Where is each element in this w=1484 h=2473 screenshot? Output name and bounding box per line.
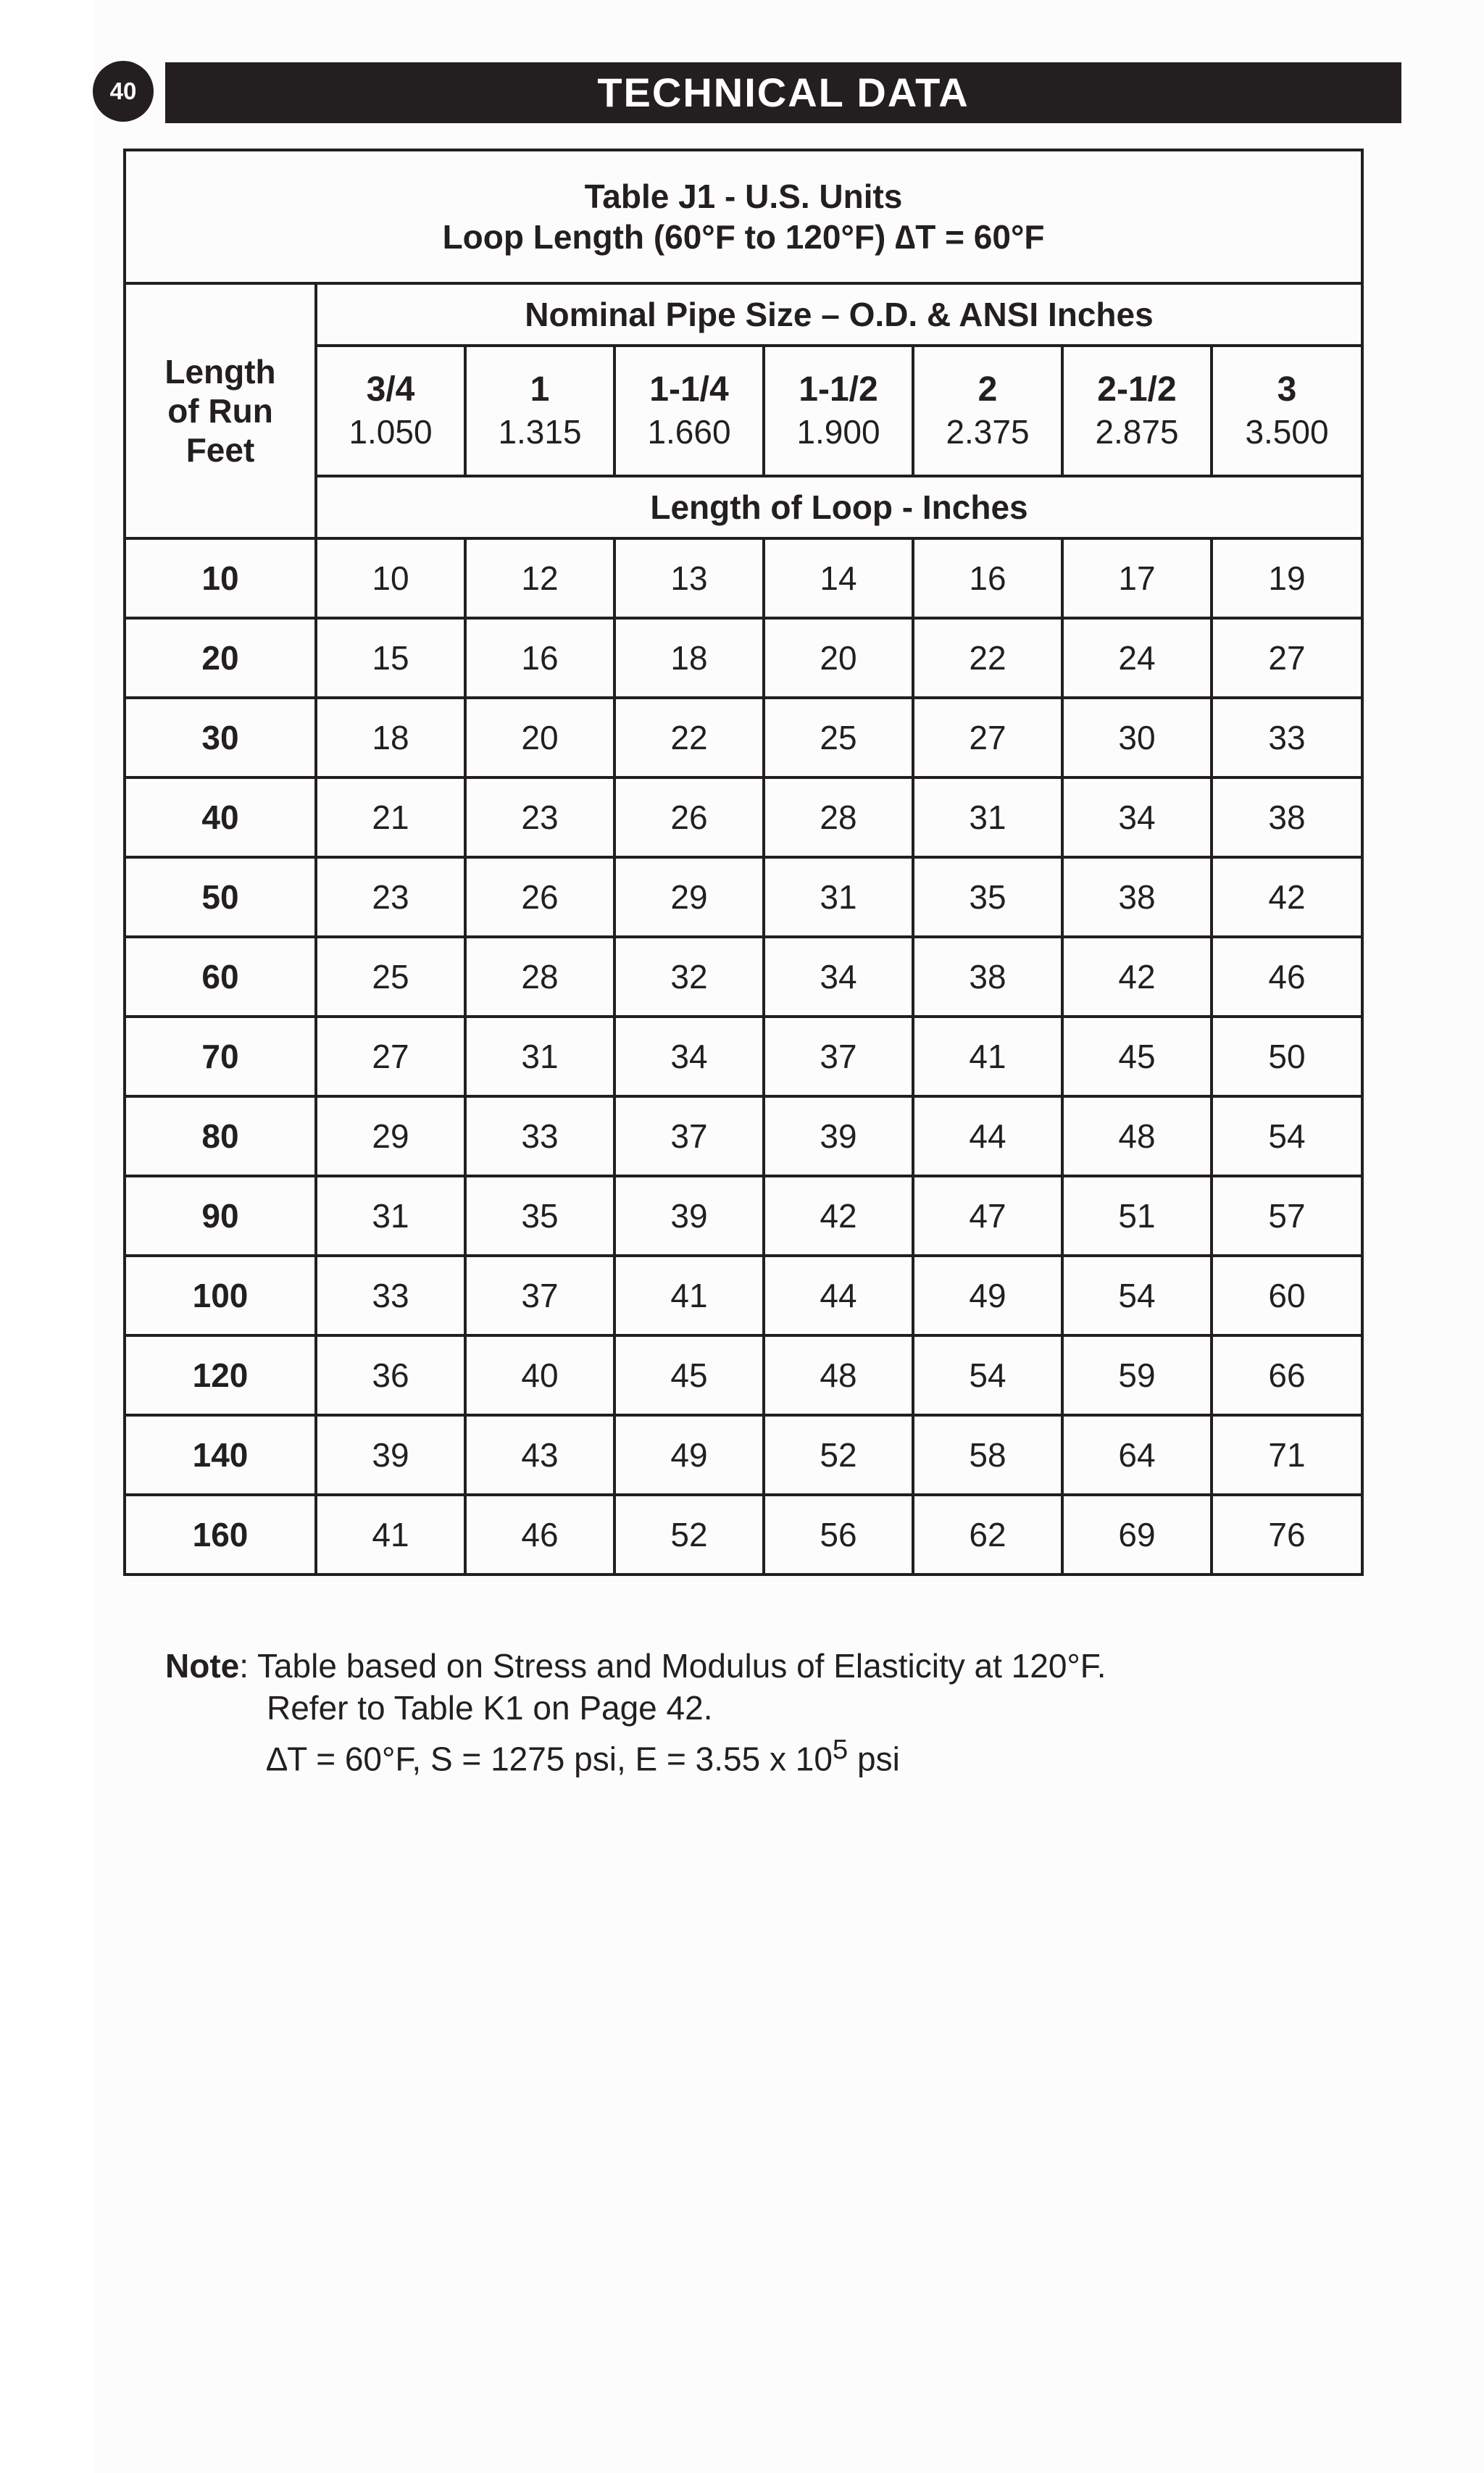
loop-length-cell: 49 xyxy=(614,1415,764,1495)
pipe-size-column-header xyxy=(1212,346,1362,476)
loop-length-cell: 41 xyxy=(316,1495,465,1575)
nominal-size: 1 xyxy=(530,370,550,409)
row-header-line: of Run xyxy=(167,392,273,430)
table-row xyxy=(125,1017,1362,1096)
loop-length-cell: 54 xyxy=(913,1335,1062,1415)
loop-length-cell: 13 xyxy=(614,538,764,618)
run-length-cell: 100 xyxy=(125,1256,316,1335)
loop-length-cell: 48 xyxy=(1062,1096,1212,1176)
nominal-pipe-size-header: Nominal Pipe Size – O.D. & ANSI Inches xyxy=(316,283,1362,346)
table-row xyxy=(125,857,1362,937)
outside-diameter: 1.900 xyxy=(796,413,880,451)
loop-length-cell: 33 xyxy=(316,1256,465,1335)
pipe-size-column-header xyxy=(1062,346,1212,476)
pipe-size-column-header xyxy=(913,346,1062,476)
note-label: Note xyxy=(165,1647,240,1685)
loop-length-cell: 24 xyxy=(1062,618,1212,698)
loop-length-cell: 28 xyxy=(764,777,913,857)
loop-length-cell: 17 xyxy=(1062,538,1212,618)
loop-length-cell: 40 xyxy=(465,1335,614,1415)
loop-length-cell: 58 xyxy=(913,1415,1062,1495)
loop-length-cell: 25 xyxy=(316,937,465,1017)
outside-diameter: 1.660 xyxy=(647,413,731,451)
loop-length-cell: 26 xyxy=(465,857,614,937)
loop-length-cell: 29 xyxy=(614,857,764,937)
section-header: TECHNICAL DATA xyxy=(165,62,1401,123)
loop-length-cell: 22 xyxy=(913,618,1062,698)
loop-length-cell: 31 xyxy=(764,857,913,937)
loop-length-cell: 23 xyxy=(465,777,614,857)
loop-length-cell: 41 xyxy=(614,1256,764,1335)
loop-length-cell: 50 xyxy=(1212,1017,1362,1096)
table-note xyxy=(165,1645,1106,1780)
loop-length-cell: 14 xyxy=(764,538,913,618)
loop-length-cell: 54 xyxy=(1212,1096,1362,1176)
run-length-cell: 120 xyxy=(125,1335,316,1415)
run-length-cell: 80 xyxy=(125,1096,316,1176)
run-length-cell: 70 xyxy=(125,1017,316,1096)
loop-length-cell: 52 xyxy=(764,1415,913,1495)
run-length-cell: 60 xyxy=(125,937,316,1017)
table-row xyxy=(125,1335,1362,1415)
loop-length-cell: 38 xyxy=(1062,857,1212,937)
loop-length-cell: 42 xyxy=(764,1176,913,1256)
note-line3-text: ∆T = 60°F, S = 1275 psi, E = 3.55 x 10 xyxy=(267,1740,833,1778)
nominal-size: 3/4 xyxy=(366,370,415,409)
loop-length-cell: 18 xyxy=(316,698,465,777)
loop-length-cell: 23 xyxy=(316,857,465,937)
table-row xyxy=(125,1415,1362,1495)
loop-length-cell: 30 xyxy=(1062,698,1212,777)
loop-length-cell: 15 xyxy=(316,618,465,698)
loop-length-cell: 27 xyxy=(1212,618,1362,698)
loop-length-cell: 18 xyxy=(614,618,764,698)
loop-length-cell: 37 xyxy=(614,1096,764,1176)
loop-length-cell: 46 xyxy=(1212,937,1362,1017)
table-title-line2: Loop Length (60°F to 120°F) ∆T = 60°F xyxy=(442,218,1045,256)
table-row xyxy=(125,1256,1362,1335)
loop-length-cell: 31 xyxy=(465,1017,614,1096)
run-length-cell: 10 xyxy=(125,538,316,618)
loop-length-cell: 27 xyxy=(913,698,1062,777)
outside-diameter: 2.875 xyxy=(1095,413,1179,451)
loop-length-cell: 20 xyxy=(465,698,614,777)
loop-length-cell: 39 xyxy=(764,1096,913,1176)
loop-length-cell: 41 xyxy=(913,1017,1062,1096)
outside-diameter: 3.500 xyxy=(1245,413,1329,451)
run-length-cell: 40 xyxy=(125,777,316,857)
pipe-size-column-header xyxy=(764,346,913,476)
loop-length-table xyxy=(123,149,1364,1576)
run-length-cell: 20 xyxy=(125,618,316,698)
loop-length-cell: 22 xyxy=(614,698,764,777)
note-line3 xyxy=(165,1729,1106,1780)
loop-length-cell: 27 xyxy=(316,1017,465,1096)
loop-length-cell: 37 xyxy=(465,1256,614,1335)
note-exponent: 5 xyxy=(832,1734,849,1765)
loop-length-cell: 28 xyxy=(465,937,614,1017)
loop-length-header: Length of Loop - Inches xyxy=(316,476,1362,538)
table-row xyxy=(125,618,1362,698)
pipe-size-column-header xyxy=(316,346,465,476)
table-row xyxy=(125,698,1362,777)
loop-length-cell: 64 xyxy=(1062,1415,1212,1495)
loop-length-cell: 38 xyxy=(1212,777,1362,857)
loop-length-cell: 12 xyxy=(465,538,614,618)
loop-length-cell: 66 xyxy=(1212,1335,1362,1415)
nominal-size: 2-1/2 xyxy=(1097,370,1177,409)
outside-diameter: 2.375 xyxy=(946,413,1030,451)
loop-length-cell: 44 xyxy=(913,1096,1062,1176)
loop-length-cell: 52 xyxy=(614,1495,764,1575)
pipe-size-column-header xyxy=(614,346,764,476)
outside-diameter: 1.050 xyxy=(349,413,433,451)
loop-length-cell: 46 xyxy=(465,1495,614,1575)
loop-length-cell: 34 xyxy=(1062,777,1212,857)
run-length-cell: 160 xyxy=(125,1495,316,1575)
loop-length-cell: 48 xyxy=(764,1335,913,1415)
loop-length-cell: 43 xyxy=(465,1415,614,1495)
loop-length-cell: 45 xyxy=(1062,1017,1212,1096)
loop-length-cell: 34 xyxy=(614,1017,764,1096)
loop-length-cell: 16 xyxy=(465,618,614,698)
loop-length-cell: 35 xyxy=(913,857,1062,937)
loop-length-cell: 57 xyxy=(1212,1176,1362,1256)
loop-length-cell: 32 xyxy=(614,937,764,1017)
loop-length-cell: 45 xyxy=(614,1335,764,1415)
loop-length-cell: 51 xyxy=(1062,1176,1212,1256)
table-row xyxy=(125,1495,1362,1575)
note-line3-unit: psi xyxy=(848,1740,900,1778)
loop-length-cell: 10 xyxy=(316,538,465,618)
page-number-badge: 40 xyxy=(93,61,154,122)
loop-length-cell: 29 xyxy=(316,1096,465,1176)
loop-length-cell: 19 xyxy=(1212,538,1362,618)
loop-length-cell: 38 xyxy=(913,937,1062,1017)
outside-diameter: 1.315 xyxy=(498,413,582,451)
table-row xyxy=(125,538,1362,618)
nominal-size: 1-1/4 xyxy=(649,370,729,409)
loop-length-cell: 36 xyxy=(316,1335,465,1415)
loop-length-cell: 31 xyxy=(316,1176,465,1256)
run-length-cell: 30 xyxy=(125,698,316,777)
nominal-size: 2 xyxy=(977,370,998,409)
table-row xyxy=(125,1176,1362,1256)
row-header-line: Length xyxy=(164,353,276,391)
loop-length-cell: 39 xyxy=(614,1176,764,1256)
note-line2: Refer to Table K1 on Page 42. xyxy=(267,1689,713,1727)
loop-length-cell: 47 xyxy=(913,1176,1062,1256)
loop-length-cell: 35 xyxy=(465,1176,614,1256)
nominal-size: 3 xyxy=(1277,370,1297,409)
loop-length-cell: 42 xyxy=(1212,857,1362,937)
loop-length-cell: 60 xyxy=(1212,1256,1362,1335)
loop-length-cell: 56 xyxy=(764,1495,913,1575)
loop-length-cell: 20 xyxy=(764,618,913,698)
loop-length-cell: 44 xyxy=(764,1256,913,1335)
loop-length-cell: 59 xyxy=(1062,1335,1212,1415)
loop-length-cell: 54 xyxy=(1062,1256,1212,1335)
table-title-line1: Table J1 - U.S. Units xyxy=(584,178,903,215)
note-line1: : Table based on Stress and Modulus of Elasticity at 120°F. xyxy=(239,1647,1106,1685)
loop-length-cell: 33 xyxy=(1212,698,1362,777)
loop-length-cell: 69 xyxy=(1062,1495,1212,1575)
loop-length-cell: 34 xyxy=(764,937,913,1017)
loop-length-cell: 49 xyxy=(913,1256,1062,1335)
run-length-cell: 90 xyxy=(125,1176,316,1256)
run-length-cell: 140 xyxy=(125,1415,316,1495)
loop-length-cell: 26 xyxy=(614,777,764,857)
row-header-label xyxy=(125,283,316,538)
table-row xyxy=(125,937,1362,1017)
pipe-size-column-header xyxy=(465,346,614,476)
loop-length-cell: 62 xyxy=(913,1495,1062,1575)
loop-length-cell: 39 xyxy=(316,1415,465,1495)
row-header-line: Feet xyxy=(186,431,255,469)
loop-length-cell: 25 xyxy=(764,698,913,777)
table-row xyxy=(125,1096,1362,1176)
loop-length-cell: 21 xyxy=(316,777,465,857)
loop-length-cell: 33 xyxy=(465,1096,614,1176)
loop-length-cell: 31 xyxy=(913,777,1062,857)
loop-length-cell: 42 xyxy=(1062,937,1212,1017)
loop-length-cell: 76 xyxy=(1212,1495,1362,1575)
run-length-cell: 50 xyxy=(125,857,316,937)
table-row xyxy=(125,777,1362,857)
loop-length-cell: 37 xyxy=(764,1017,913,1096)
loop-length-cell: 16 xyxy=(913,538,1062,618)
table-title xyxy=(125,150,1362,283)
nominal-size: 1-1/2 xyxy=(799,370,878,409)
loop-length-cell: 71 xyxy=(1212,1415,1362,1495)
